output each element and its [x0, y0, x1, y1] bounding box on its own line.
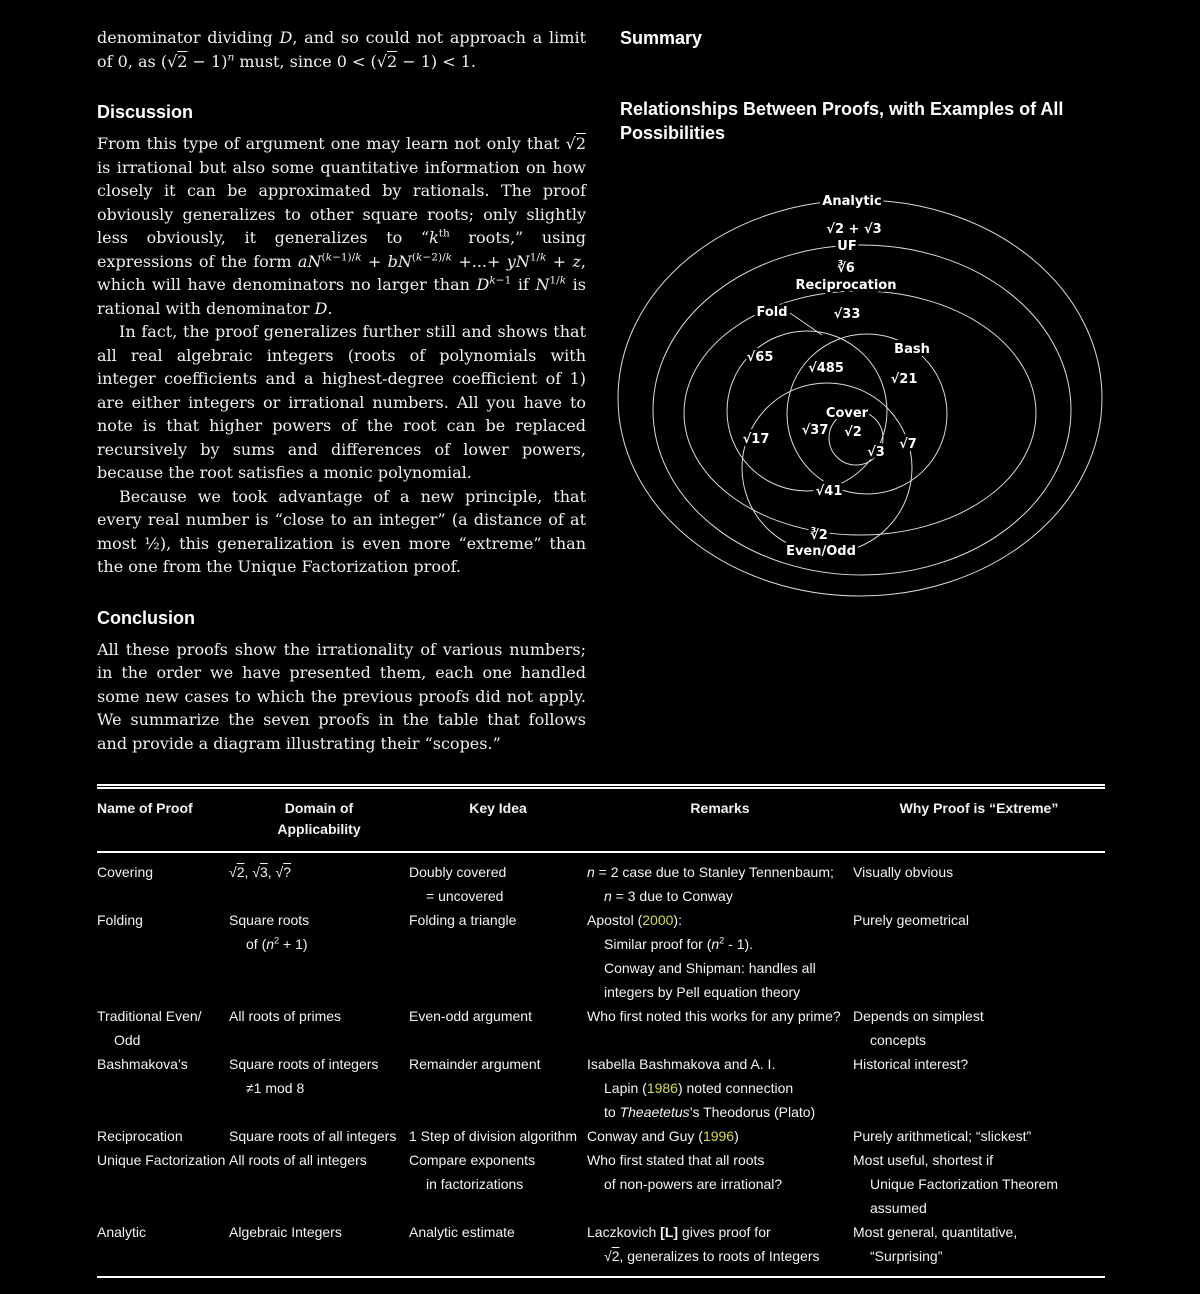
cell-extreme: Depends on simplest concepts	[853, 1008, 984, 1048]
cell-key_idea: Folding a triangle	[409, 912, 517, 928]
citation-conway-guy-1996[interactable]: 1996	[702, 1128, 735, 1144]
right-column	[620, 26, 1106, 145]
cell-key_idea: Analytic estimate	[409, 1224, 515, 1240]
venn-label-fold: Fold	[756, 305, 788, 320]
cell-remarks: Who first stated that all roots of non-powers are irrational?	[587, 1152, 783, 1192]
cell-extreme: Purely geometrical	[853, 912, 969, 928]
table-row	[97, 1148, 1105, 1220]
discussion-paragraph-3: Because we took advantage of a new principle, that every real number is “close to an integer” (a distance of at most ½), this generalization is even more “extreme” than the one from the Unique Factorization proof.	[97, 486, 586, 576]
left-column	[97, 26, 586, 755]
venn-label-cbrt6: ∛6	[837, 261, 855, 276]
table-row	[97, 1052, 1105, 1124]
cell-domain: Square roots of integers ≠1 mod 8	[229, 1056, 379, 1096]
cell-domain: Algebraic Integers	[229, 1224, 342, 1240]
conclusion-paragraph: All these proofs show the irrationality of various numbers; in the order we have presented them, each one handled some new cases to which the previous proofs did not apply. We summarize the seven proofs in the table that follows and provide a diagram illustrating their “scopes.”	[97, 639, 586, 753]
conclusion-heading: Conclusion	[97, 607, 195, 628]
cell-domain: All roots of primes	[229, 1008, 342, 1024]
venn-ring-analytic	[618, 200, 1102, 596]
table-header	[97, 789, 1105, 853]
venn-label-sqrt65: √65	[746, 350, 774, 365]
cell-key_idea: Doubly covered = uncovered	[409, 864, 507, 904]
cell-name: Folding	[97, 912, 143, 928]
cell-name: Unique Factorization	[97, 1152, 226, 1168]
discussion-heading: Discussion	[97, 102, 194, 122]
cell-key_idea: Even-odd argument	[409, 1008, 532, 1024]
cell-name: Traditional Even/ Odd	[97, 1008, 202, 1048]
venn-label-sqrt2-plus-3: √2 + √3	[826, 222, 882, 237]
venn-label-sqrt17: √17	[742, 432, 770, 447]
citation-apostol-2000[interactable]: 2000	[642, 912, 674, 928]
header-cell-0: Name of Proof	[97, 800, 193, 816]
proof-table-body	[97, 853, 1105, 1268]
cell-domain: All roots of all integers	[229, 1152, 367, 1168]
table-row	[97, 1220, 1105, 1268]
venn-label-sqrt3: √3	[867, 445, 885, 460]
cell-remarks: Isabella Bashmakova and A. I. Lapin (1986) noted connection to Theaetetus’s Theodorus (Plato)	[587, 1056, 816, 1120]
relationships-heading: Relationships Between Proofs, with Examples of All Possibilities	[620, 99, 1064, 143]
cell-extreme: Visually obvious	[853, 864, 954, 880]
cell-extreme: Most general, quantitative, “Surprising”	[853, 1224, 1018, 1264]
cell-extreme: Most useful, shortest if Unique Factorization Theorem assumed	[853, 1152, 1059, 1216]
header-cell-2: Key Idea	[469, 800, 527, 816]
cell-key_idea: Compare exponents in factorizations	[409, 1152, 536, 1192]
cell-name: Reciprocation	[97, 1128, 183, 1144]
summary-heading: Summary	[620, 28, 703, 48]
venn-label-sqrt2: √2	[844, 425, 862, 440]
venn-label-cover: Cover	[825, 406, 869, 421]
citation-lapin-1986[interactable]: 1986	[646, 1080, 678, 1096]
cell-extreme: Purely arithmetical; “slickest”	[853, 1128, 1032, 1144]
proof-table	[97, 784, 1105, 1278]
venn-label-uf: UF	[837, 239, 857, 254]
table-row	[97, 860, 1105, 908]
cell-domain: Square roots of $(n^2 + 1)$	[229, 912, 310, 952]
table-row	[97, 1004, 1105, 1052]
venn-diagram	[614, 186, 1106, 606]
cell-remarks: Laczkovich [L] gives proof for √2, generalizes to roots of Integers	[587, 1224, 820, 1264]
venn-label-sqrt41: √41	[815, 484, 843, 499]
venn-label-reciprocation: Reciprocation	[795, 278, 897, 293]
cell-remarks: Conway and Guy (1996)	[587, 1128, 739, 1144]
cell-domain: Square roots of all integers	[229, 1128, 397, 1144]
venn-label-cbrt2: ∛2	[810, 528, 828, 543]
cell-key_idea: 1 Step of division algorithm	[409, 1128, 578, 1144]
header-cell-3: Remarks	[690, 800, 750, 816]
venn-label-sqrt7: √7	[899, 437, 917, 452]
intro-paragraph: denominator dividing D, and so could not approach a limit of 0, as $(√2 - 1)^n$ must, since 0 < (√2 − 1) < 1.	[97, 28, 587, 71]
header-cell-4: Why Proof is “Extreme”	[899, 800, 1059, 816]
cell-name: Bashmakova’s	[97, 1056, 188, 1072]
venn-label-sqrt21: √21	[890, 372, 918, 387]
cell-remarks: n = 2 case due to Stanley Tennenbaum; n = 3 due to Conway	[587, 864, 834, 904]
cell-extreme: Historical interest?	[853, 1056, 969, 1072]
discussion-paragraph-1: From this type of argument one may learn not only that √2 is irrational but also some quantitative information on how closely it can be approximated by rationals. The proof obviously generalizes to other square roots; only slightly less obviously, it generalizes to “$k^{th}$ roots,” using expressions of the form $aN^{(k-1)/k} + bN^{(k-2)/k}$ +...+ $yN^{1/k} + z$, which will have denominators no larger than $D^{k-1}$ if $N^{1/k}$ is rational with denominator D.	[97, 134, 587, 318]
cell-name: Covering	[97, 864, 154, 880]
cell-key_idea: Remainder argument	[409, 1056, 541, 1072]
venn-label-evenodd: Even/Odd	[786, 544, 856, 559]
table-row	[97, 908, 1105, 1004]
cell-remarks: Who first noted this works for any prime?	[587, 1008, 841, 1024]
venn-label-sqrt37: √37	[801, 423, 829, 438]
header-cell-1: Domain of Applicability	[277, 800, 361, 837]
table-row	[97, 1124, 1105, 1148]
venn-label-analytic: Analytic	[822, 194, 882, 209]
cell-domain: √2, √3, √?	[229, 864, 292, 880]
discussion-paragraph-2: In fact, the proof generalizes further still and shows that all real algebraic integers (roots of polynomials with integer coefficients and a highest-degree coefficient of 1) are either integers or irrational numbers. All you have to note is that higher powers of the root can be replaced recursively by sums and differences of lower powers, because the root satisfies a monic polynomial.	[97, 322, 586, 482]
venn-label-sqrt485: √485	[808, 361, 844, 376]
venn-label-sqrt33: √33	[833, 307, 861, 322]
venn-label-bash: Bash	[894, 342, 930, 357]
cell-name: Analytic	[97, 1224, 147, 1240]
cell-remarks: Apostol (2000): Similar proof for $(n^2 - 1)$. Conway and Shipman: handles all integers by Pell equation theory	[587, 912, 816, 1000]
